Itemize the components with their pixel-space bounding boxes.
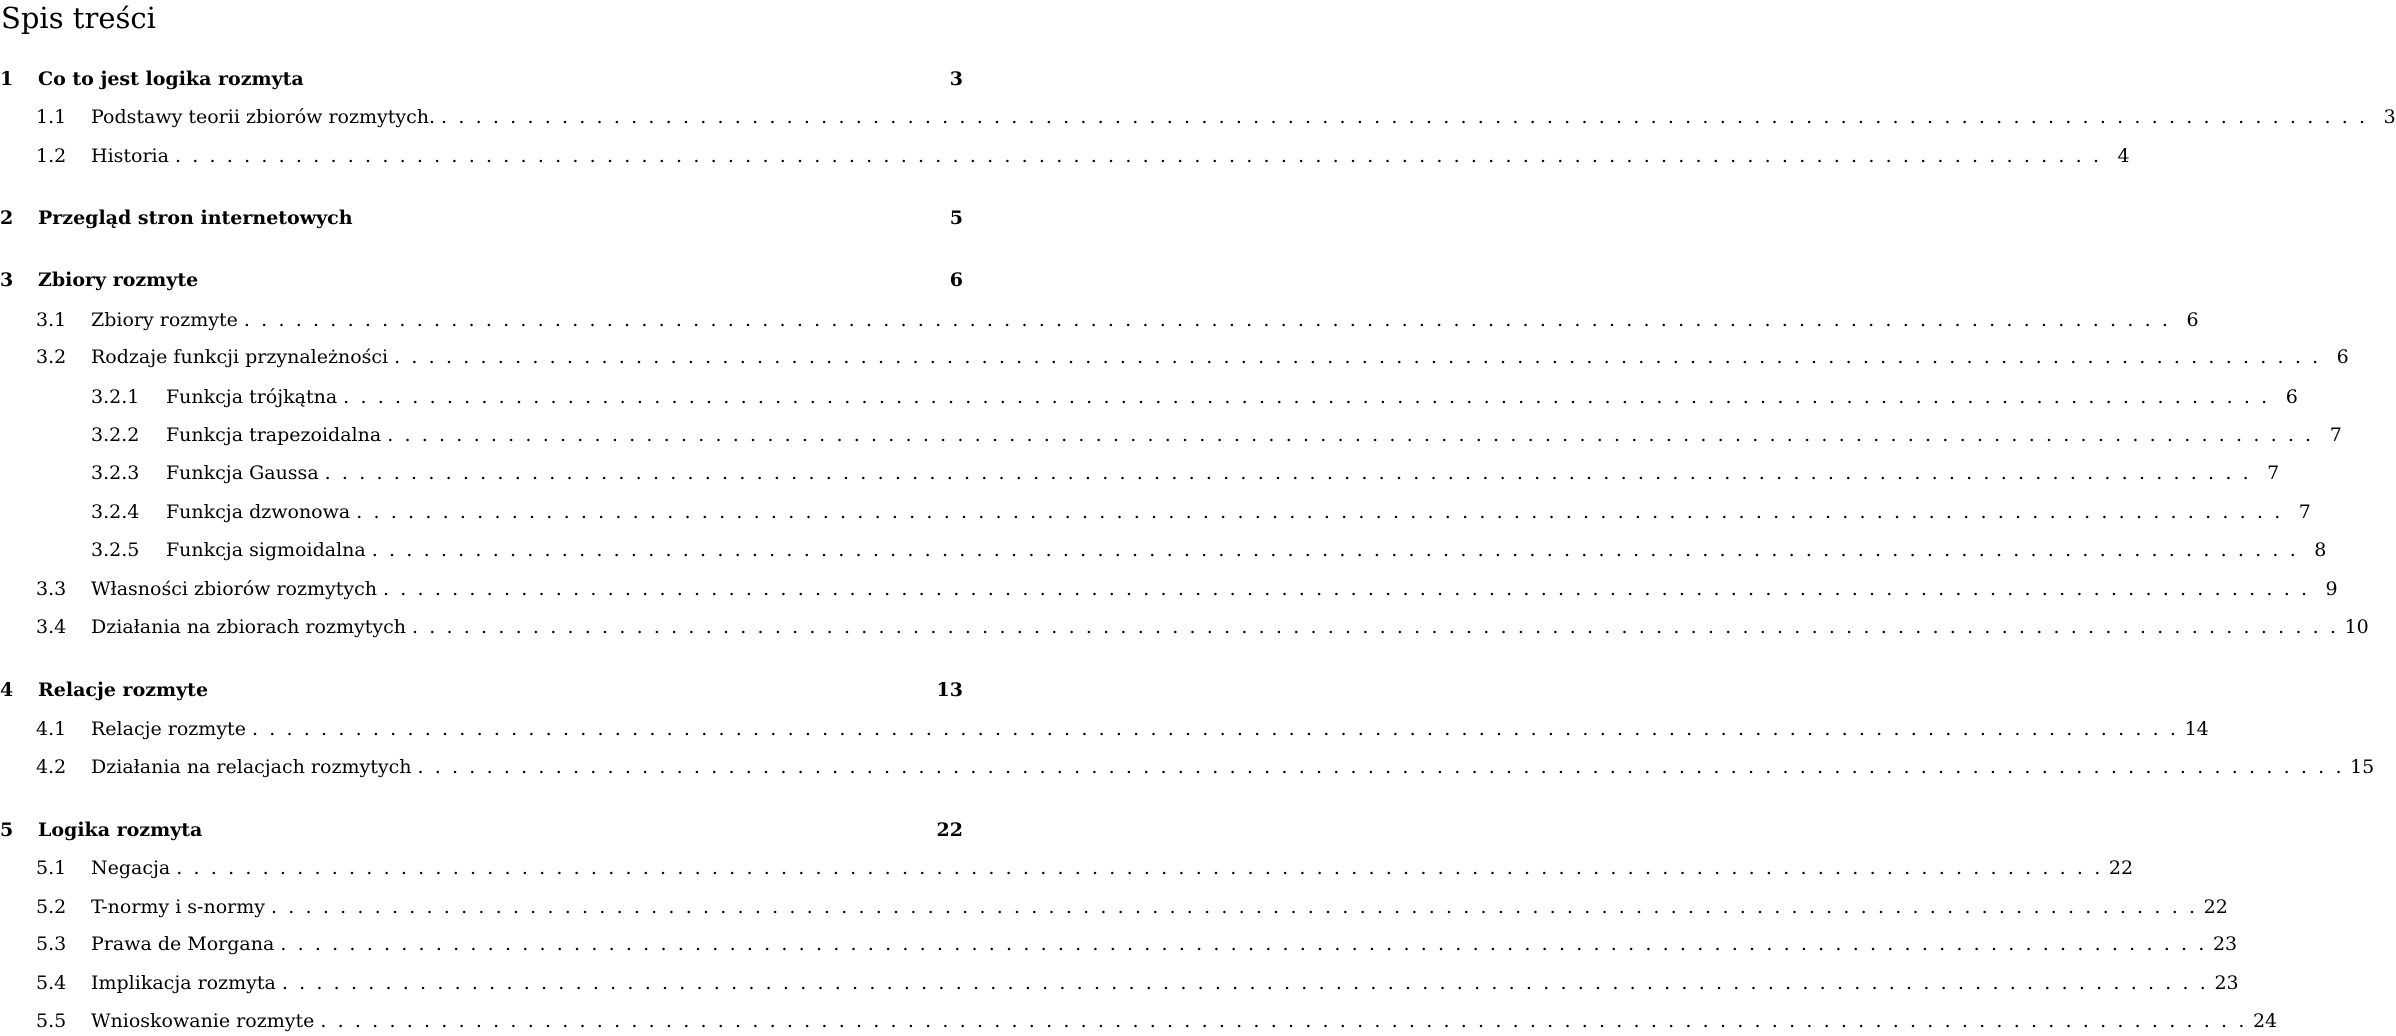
- toc-entry-label: Działania na zbiorach rozmytych: [91, 616, 406, 638]
- toc-section-3-4[interactable]: [0, 612, 2369, 642]
- toc-leader: [265, 892, 2204, 922]
- toc-leader: [388, 342, 2327, 372]
- toc-entry-label: Funkcja trapezoidalna: [166, 424, 382, 446]
- toc-entry-number: 5.1: [36, 857, 67, 879]
- toc-leader: [274, 929, 2213, 959]
- toc-leader: [435, 102, 2374, 132]
- toc-leader: [381, 420, 2320, 450]
- toc-entry-label: Prawa de Morgana: [91, 933, 275, 955]
- toc-section-1-2[interactable]: [0, 141, 2130, 171]
- toc-entry-page: 7: [2267, 462, 2280, 484]
- toc-entry-number: 4.1: [36, 718, 67, 740]
- toc-entry-label: Negacja: [91, 857, 171, 879]
- toc-entry-page: 23: [2212, 933, 2238, 955]
- toc-leader: [238, 305, 2177, 335]
- toc-entry-number: 5.5: [36, 1010, 67, 1032]
- toc-entry-number: 5.2: [36, 896, 67, 918]
- toc-entry-page: 4: [2117, 145, 2130, 167]
- toc-entry-page: 13: [936, 679, 963, 701]
- toc-section-3-3[interactable]: [0, 574, 2338, 604]
- toc-entry-label: Przegląd stron internetowych: [38, 207, 353, 229]
- toc-entry-page: 22: [2203, 896, 2228, 918]
- toc-entry-page: 22: [936, 819, 963, 841]
- toc-entry-number: 1: [0, 68, 14, 90]
- toc-entry-number: 3.2.5: [91, 539, 140, 561]
- toc-entry-label: Wnioskowanie rozmyte: [91, 1010, 315, 1032]
- toc-entry-page: 7: [2329, 424, 2342, 446]
- toc-entry-page: 15: [2350, 756, 2375, 778]
- toc-entry-number: 3.4: [36, 616, 67, 638]
- toc-entry-page: 14: [2184, 718, 2209, 740]
- toc-entry-page: 7: [2298, 501, 2311, 523]
- toc-section-3-1[interactable]: [0, 305, 2199, 335]
- toc-entry-page: 3: [949, 68, 963, 90]
- toc-leader: [169, 141, 2108, 171]
- toc-entry-number: 3.3: [36, 578, 67, 600]
- toc-leader: [337, 382, 2276, 412]
- toc-entry-label: Historia: [91, 145, 169, 167]
- toc-entry-label: Rodzaje funkcji przynależności: [91, 346, 389, 368]
- toc-section-5-1[interactable]: [0, 853, 2134, 883]
- toc-entry-label: Funkcja dzwonowa: [166, 501, 351, 523]
- toc-entry-label: Zbiory rozmyte: [91, 309, 238, 331]
- toc-entry-page: 8: [2314, 539, 2327, 561]
- toc-entry-page: 3: [2383, 106, 2396, 128]
- toc-entry-label: Własności zbiorów rozmytych: [91, 578, 377, 600]
- toc-entry-number: 3.2.4: [91, 501, 140, 523]
- toc-chapter-4[interactable]: [0, 675, 963, 705]
- toc-leader: [350, 497, 2289, 527]
- toc-subsection-3-2-5[interactable]: [0, 535, 2327, 565]
- toc-entry-label: Funkcja Gaussa: [166, 462, 319, 484]
- toc-section-5-5[interactable]: [0, 1006, 2278, 1036]
- toc-entry-page: 10: [2344, 616, 2369, 638]
- toc-leader: [314, 1006, 2253, 1036]
- toc-subsection-3-2-4[interactable]: [0, 497, 2311, 527]
- toc-chapter-1[interactable]: [0, 64, 963, 94]
- toc-entry-number: 3.2.2: [91, 424, 140, 446]
- toc-leader: [246, 714, 2185, 744]
- toc-entry-page: 23: [2214, 972, 2239, 994]
- toc-leader: [411, 752, 2350, 782]
- toc-entry-number: 1.2: [36, 145, 67, 167]
- toc-entry-label: Relacje rozmyte: [91, 718, 246, 740]
- toc-chapter-3[interactable]: [0, 265, 963, 295]
- toc-leader: [276, 968, 2215, 998]
- toc-entry-page: 9: [2325, 578, 2338, 600]
- toc-subsection-3-2-1[interactable]: [0, 382, 2298, 412]
- toc-entry-label: Relacje rozmyte: [38, 679, 209, 701]
- toc-entry-page: 5: [949, 207, 963, 229]
- toc-entry-label: Implikacja rozmyta: [91, 972, 276, 994]
- toc-entry-page: 6: [2336, 346, 2349, 368]
- toc-entry-page: 24: [2252, 1010, 2278, 1032]
- toc-entry-label: T-normy i s-normy: [91, 896, 265, 918]
- toc-leader: [377, 574, 2316, 604]
- toc-entry-label: Logika rozmyta: [38, 819, 203, 841]
- toc-entry-number: 3.2: [36, 346, 67, 368]
- toc-leader: [406, 612, 2345, 642]
- toc-chapter-5[interactable]: [0, 815, 963, 845]
- toc-entry-number: 3.2.3: [91, 462, 140, 484]
- toc-section-4-1[interactable]: [0, 714, 2209, 744]
- toc-section-5-4[interactable]: [0, 968, 2239, 998]
- toc-subsection-3-2-3[interactable]: [0, 458, 2280, 488]
- toc-entry-label: Funkcja sigmoidalna: [166, 539, 366, 561]
- toc-entry-label: Podstawy teorii zbiorów rozmytych.: [91, 106, 436, 128]
- toc-entry-number: 4: [0, 679, 14, 701]
- toc-section-3-2[interactable]: [0, 342, 2349, 372]
- toc-entry-page: 6: [2285, 386, 2298, 408]
- toc-section-1-1[interactable]: [0, 102, 2396, 132]
- toc-entry-number: 5: [0, 819, 14, 841]
- toc-chapter-2[interactable]: [0, 203, 963, 233]
- toc-entry-label: Zbiory rozmyte: [38, 269, 199, 291]
- toc-title: Spis treści: [1, 1, 156, 35]
- toc-leader: [366, 535, 2305, 565]
- toc-section-4-2[interactable]: [0, 752, 2375, 782]
- toc-entry-label: Działania na relacjach rozmytych: [91, 756, 412, 778]
- toc-subsection-3-2-2[interactable]: [0, 420, 2342, 450]
- toc-entry-number: 5.4: [36, 972, 67, 994]
- toc-entry-number: 4.2: [36, 756, 67, 778]
- toc-entry-number: 3.2.1: [91, 386, 140, 408]
- toc-entry-page: 6: [2186, 309, 2199, 331]
- toc-entry-page: 6: [949, 269, 963, 291]
- toc-section-5-3[interactable]: [0, 929, 2238, 959]
- toc-entry-number: 1.1: [36, 106, 67, 128]
- toc-leader: [319, 458, 2258, 488]
- toc-entry-label: Funkcja trójkątna: [166, 386, 338, 408]
- toc-entry-number: 5.3: [36, 933, 67, 955]
- toc-entry-page: 22: [2108, 857, 2134, 879]
- toc-entry-number: 2: [0, 207, 14, 229]
- toc-entry-number: 3: [0, 269, 14, 291]
- toc-entry-number: 3.1: [36, 309, 67, 331]
- toc-section-5-2[interactable]: [0, 892, 2228, 922]
- toc-entry-label: Co to jest logika rozmyta: [38, 68, 304, 90]
- toc-leader: [170, 853, 2109, 883]
